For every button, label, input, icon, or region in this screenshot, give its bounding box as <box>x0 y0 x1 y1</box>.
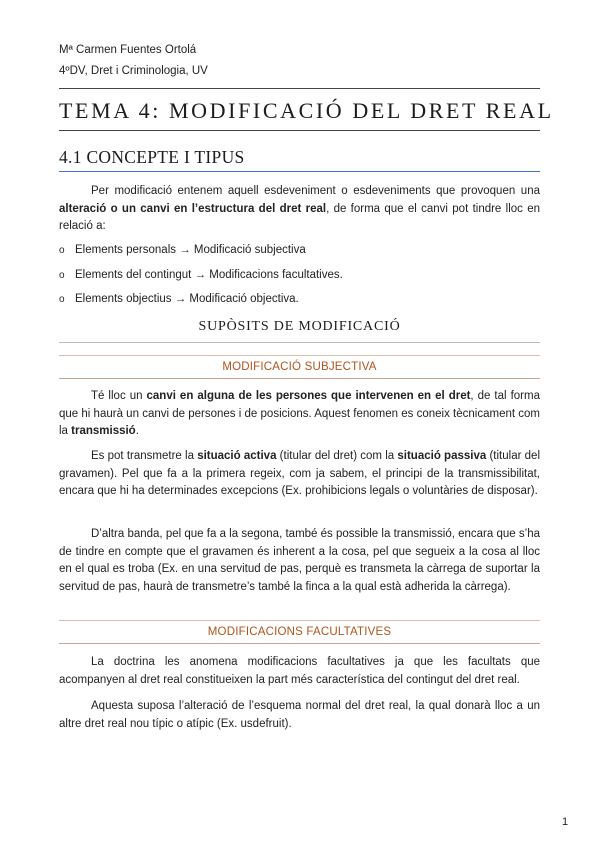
band-top-line <box>59 355 540 356</box>
band-bottom-line <box>59 643 540 644</box>
title-bottom-rule <box>59 130 540 131</box>
subheading: SUPÒSITS DE MODIFICACIÓ <box>198 319 401 334</box>
title-top-rule <box>59 88 540 89</box>
bullet-marker: o <box>59 245 65 256</box>
page-title: TEMA 4: MODIFICACIÓ DEL DRET REAL <box>59 98 554 123</box>
subheading-rule <box>59 342 540 343</box>
course-info: 4ºDV, Dret i Criminologia, UV <box>59 65 208 77</box>
bullet-marker: o <box>59 294 65 305</box>
band-title-subjectiva: MODIFICACIÓ SUBJECTIVA <box>222 361 377 373</box>
section-heading-rule <box>59 171 540 172</box>
intro-emphasis: alteració o un canvi en l’estructura del dret real <box>59 202 327 215</box>
facultatives-paragraph-1: La doctrina les anomena modificacions facultatives ja que les facultats que acompanyen al dret real constitueixen la part més característica del contingut del dret real. <box>59 656 540 686</box>
document-page: Mª Carmen Fuentes Ortolá 4ºDV, Dret i Criminologia, UV TEMA 4: MODIFICACIÓ DEL DRET REAL 4.1 CONCEPTE I TIPUS Per modificació entenem aquell esdeveniment o esdeveniments que provoquen una alteració o un canvi en l’estructura del dret real, de forma que el canvi pot tindre lloc en relació a: o Elements personals → Modificació subjectiva o Elements del contingut → Modificacions facultatives. o Elements objectius → Modificació objectiva. SUPÒSITS DE MODIFICACIÓ MODIFICACIÓ SUBJECTIVA Té lloc un canvi en alguna de les persones que intervenen en el dret, de tal forma que hi haurà un canvi de persones i de posicions. Aquest fenomen es coneix tècnicament com la transmissió. Es pot transmetre la situació activa (titular del dret) com la situació passiva (titular del gravamen). Pel que fa a la primera regeix, com ja sabem, el principi de la transmissibilitat, encara que hi ha determinades excepcions (Ex. prohibicions legals o voluntàries de disposar). D’altra banda, pel que fa a la segona, també és possible la transmissió, encara que s’ha de tindre en compte que el gravamen és inherent a la cosa, pel que segueix a la cosa al lloc en el qual es troba (Ex. en una servitud de pas, perquè es transmeta la càrrega de suportar la servitud de pas, haurà de transmetre’s també la finca a la qual està adherida la càrrega). MODIFICACIONS FACULTATIVES La doctrina les anomena modificacions facultatives ja que les facultats que acompanyen al dret real constitueixen la part més característica del contingut del dret real. Aquesta suposa l’alteració de l’esquema normal del dret real, la qual donarà lloc a un altre dret real nou típic o atípic (Ex. usdefruit). 1 <box>59 44 569 828</box>
page-number: 1 <box>562 816 569 828</box>
band-title-facultatives: MODIFICACIONS FACULTATIVES <box>207 626 392 638</box>
band-top-line <box>59 620 540 621</box>
section-heading: 4.1 CONCEPTE I TIPUS <box>59 147 245 167</box>
intro-paragraph: Per modificació entenem aquell esdeveniment o esdeveniments que provoquen una alteració o un canvi en l’estructura del dret real, de forma que el canvi pot tindre lloc en relació a: <box>59 185 540 232</box>
subjectiva-paragraph-2: Es pot transmetre la situació activa (titular del dret) com la situació passiva (titular del gravamen). Pel que fa a la primera regeix, com ja sabem, el principi de la transmissibilitat, encara que hi ha determinades excepcions (Ex. prohibicions legals o voluntàries de disposar). <box>59 450 540 497</box>
band-bottom-line <box>59 378 540 379</box>
facultatives-paragraph-2: Aquesta suposa l’alteració de l’esquema normal del dret real, la qual donarà lloc a un altre dret real nou típic o atípic (Ex. usdefruit). <box>59 700 540 730</box>
author-name: Mª Carmen Fuentes Ortolá <box>59 44 197 56</box>
subjectiva-paragraph-1: Té lloc un canvi en alguna de les persones que intervenen en el dret, de tal forma que hi haurà un canvi de persones i de posicions. Aquest fenomen es coneix tècnicament com la transmissió. <box>59 390 540 437</box>
subjectiva-paragraph-3: D’altra banda, pel que fa a la segona, també és possible la transmissió, encara que s’ha de tindre en compte que el gravamen és inherent a la cosa, pel que segueix a la cosa al lloc en el qual es troba (Ex. en una servitud de pas, perquè es transmeta la càrrega de suportar la servitud de pas, haurà de transmetre’s també la finca a la qual està adherida la càrrega). <box>59 528 540 593</box>
bullet-marker: o <box>59 269 65 281</box>
